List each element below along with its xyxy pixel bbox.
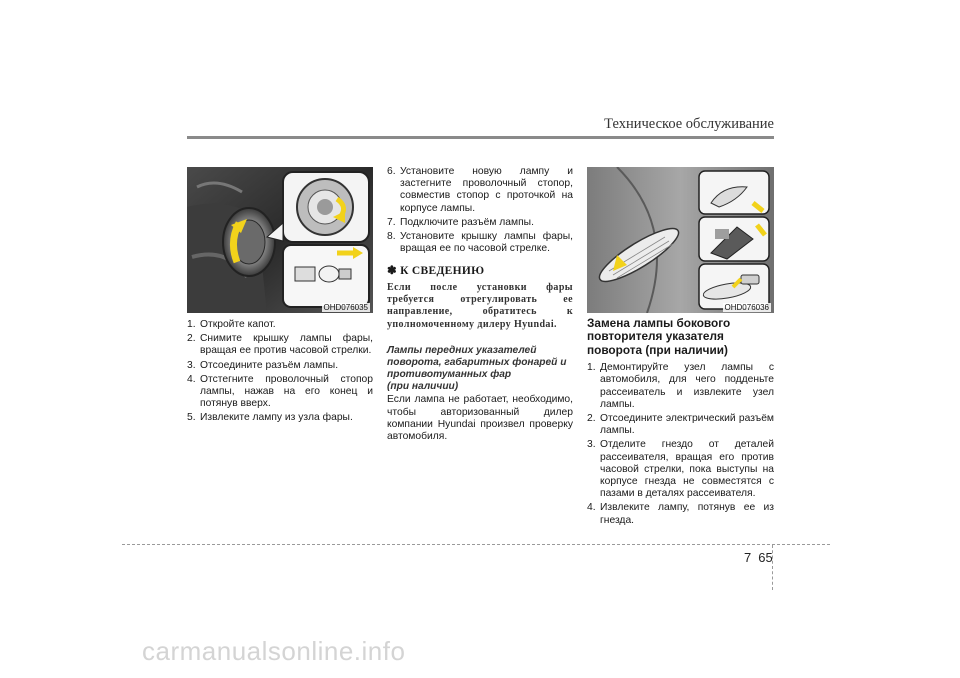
list-item — [587, 502, 774, 526]
step-text: Отсоедините разъём лампы. — [200, 359, 339, 371]
notice-text: Если после установки фары требуется отрегулировать ее направление, обратитесь к уполномоченному дилеру Hyundai. — [387, 281, 573, 330]
step-text: Установите крышку лампы фары, вращая ее по часовой стрелке. — [400, 231, 573, 255]
figure-label-left: OHD076035 — [323, 303, 368, 312]
step-text: Демонтируйте узел лампы с автомобиля, для чего подденьте рассеиватель и извлеките узел лампы. — [600, 362, 774, 410]
subsection-text: Если лампа не работает, необходимо, чтобы авторизованный дилер компании Hyundai произвел проверку автомобиля. — [387, 394, 573, 443]
step-number: 2. — [187, 333, 196, 345]
header-rule — [187, 136, 774, 139]
list-item — [587, 413, 774, 437]
step-number: 5. — [187, 412, 196, 424]
step-text: Подключите разъём лампы. — [400, 216, 534, 228]
list-item — [187, 412, 373, 424]
step-text: Извлеките лампу из узла фары. — [200, 412, 353, 424]
figure-label-right: OHD076036 — [724, 303, 769, 312]
list-item — [187, 360, 373, 372]
step-text: Снимите крышку лампы фары, вращая ее против часовой стрелки. — [200, 333, 373, 357]
step-text: Извлеките лампу, потянув ее из гнезда. — [600, 502, 774, 526]
side-repeater-illustration — [587, 167, 774, 313]
subsection-title: Лампы передних указателей поворота, габаритных фонарей и противотуманных фар — [387, 345, 567, 380]
footer-rule — [122, 544, 830, 545]
watermark: carmanualsonline.info — [142, 636, 406, 666]
step-text: Отсоедините электрический разъём лампы. — [600, 413, 774, 437]
list-item — [387, 166, 573, 215]
step-number: 8. — [387, 231, 396, 243]
step-number: 3. — [187, 359, 196, 371]
right-section-heading: Замена лампы бокового повторителя указателя поворота (при наличии) — [587, 316, 731, 357]
step-number: 1. — [187, 319, 196, 330]
page-number-value: 65 — [758, 550, 773, 565]
step-number: 7. — [387, 216, 396, 228]
step-number: 4. — [187, 373, 196, 385]
step-text: Отстегните проволочный стопор лампы, нажав на его конец и потянув вверх. — [200, 373, 373, 410]
step-number: 6. — [387, 166, 396, 177]
chapter-number: 7 — [744, 550, 752, 565]
headlamp-illustration — [187, 167, 373, 313]
side-repeater-drawing — [587, 167, 774, 313]
step-text: Откройте капот. — [200, 319, 276, 330]
right-column — [587, 317, 774, 529]
section-title: Техническое обслуживание — [604, 116, 774, 132]
list-item — [187, 374, 373, 411]
repeater-steps — [587, 362, 774, 527]
installation-steps — [387, 166, 573, 255]
step-number: 3. — [587, 439, 596, 451]
headlamp-drawing — [187, 167, 373, 313]
step-number: 4. — [587, 502, 596, 514]
list-item — [387, 217, 573, 229]
step-text: Установите новую лампу и застегните проволочный стопор, совместив стопор с проточкой на корпусе лампы. — [400, 166, 573, 214]
list-item — [187, 333, 373, 357]
subsection-qualifier: (при наличии) — [387, 380, 459, 392]
left-column — [187, 319, 373, 427]
list-item — [587, 362, 774, 411]
list-item — [587, 439, 774, 500]
middle-column — [387, 166, 573, 443]
step-number: 1. — [587, 362, 596, 374]
step-text: Отделите гнездо от деталей рассеивателя, вращая его против часовой стрелки, пока выступы на корпусе гнезда не совместятся с пазами в деталях рассеивателя. — [600, 439, 774, 500]
notice-title: ✽ К СВЕДЕНИЮ — [387, 265, 485, 278]
list-item — [187, 319, 373, 331]
list-item — [387, 231, 573, 255]
subsection-heading — [387, 345, 573, 392]
step-number: 2. — [587, 413, 596, 425]
removal-steps — [187, 319, 373, 425]
page-number — [744, 550, 773, 565]
